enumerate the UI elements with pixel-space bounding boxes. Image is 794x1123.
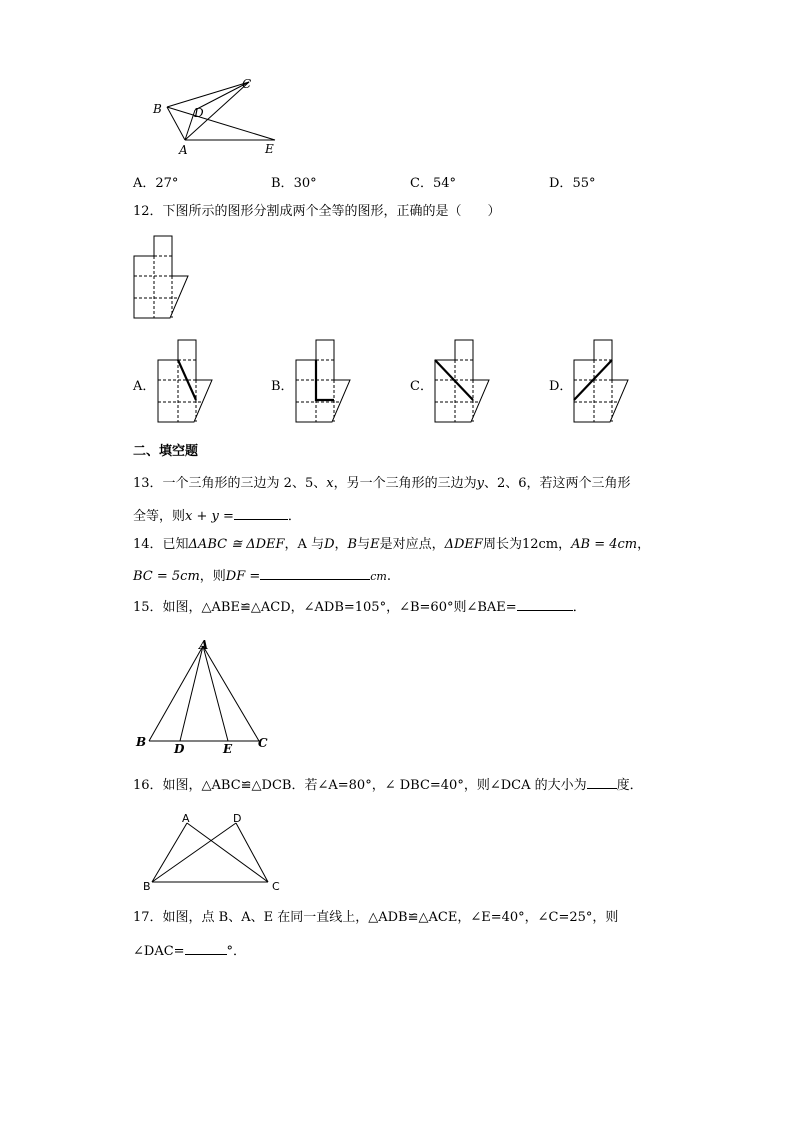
q12-option-a: A． <box>133 379 156 394</box>
q14-line1: 14．已知ΔABC ≅ ΔDEF，A 与D，B与E是对应点，ΔDEF周长为12cm，AB = 4cm， <box>133 537 651 552</box>
q12-option-d: D． <box>549 379 573 394</box>
q16-label-a: A <box>182 812 190 825</box>
q15-label-b: B <box>136 735 147 749</box>
q15-question: 15．如图，△ABE≌△ACD，∠ADB=105°，∠B=60°则∠BAE= ． <box>133 600 586 615</box>
q16-label-c: C <box>272 880 280 893</box>
q14-answer-blank[interactable] <box>260 567 370 580</box>
q11-label-b: B <box>153 102 162 116</box>
q16-question: 16．如图，△ABC≌△DCB．若∠A=80°，∠ DBC=40°，则∠DCA 的大小为 度． <box>133 778 643 793</box>
q11-label-e: E <box>265 142 274 156</box>
q15-label-c: C <box>258 736 268 750</box>
q16-label-d: D <box>233 812 242 825</box>
q15-label-a: A <box>199 638 209 652</box>
q17-line2: ∠DAC= °． <box>133 944 247 959</box>
q16-figure <box>140 812 280 892</box>
q12-option-c-figure <box>431 338 493 426</box>
q12-option-a-figure <box>154 338 216 426</box>
q11-option-c: C．54° <box>410 176 456 191</box>
q12-option-b: B． <box>271 379 294 394</box>
q11-option-a: A．27° <box>133 176 179 191</box>
q15-answer-blank[interactable] <box>517 598 573 611</box>
q11-label-c: C <box>242 77 252 91</box>
q13-line2: 全等，则x + y = ． <box>133 509 301 524</box>
q11-option-d: D．55° <box>549 176 596 191</box>
q12-main-figure <box>130 234 192 322</box>
q14-line2: BC = 5cm，则DF = cm. <box>133 569 391 584</box>
q15-figure <box>140 640 270 750</box>
q11-option-b: B．30° <box>271 176 317 191</box>
q12-option-d-figure <box>570 338 632 426</box>
q12-question: 12．下图所示的图形分割成两个全等的图形，正确的是（ ） <box>133 204 501 219</box>
q12-option-b-figure <box>292 338 354 426</box>
q13-answer-blank[interactable] <box>234 507 288 520</box>
q17-line1: 17．如图，点 B、A、E 在同一直线上，△ADB≌△ACE，∠E=40°，∠C=25°，则 <box>133 910 619 925</box>
q15-label-d: D <box>174 742 185 756</box>
q11-label-a: A <box>179 143 188 157</box>
q13-line1: 13．一个三角形的三边为 2、5、x，另一个三角形的三边为y、2、6，若这两个三角形 <box>133 476 631 491</box>
q16-label-b: B <box>143 880 151 893</box>
q17-answer-blank[interactable] <box>185 942 227 955</box>
q12-option-c: C． <box>410 379 433 394</box>
q15-label-e: E <box>223 742 233 756</box>
q16-answer-blank[interactable] <box>587 776 617 789</box>
section-title: 二、填空题 <box>133 444 199 459</box>
q11-label-d: D <box>194 106 204 120</box>
